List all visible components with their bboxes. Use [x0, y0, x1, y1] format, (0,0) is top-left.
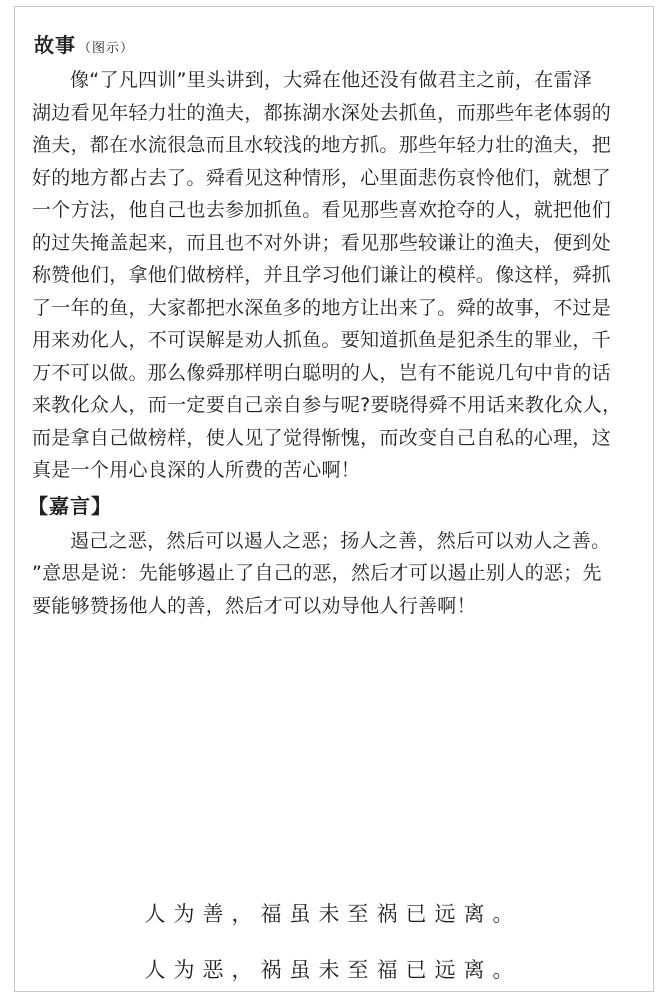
story-line: 像“了凡四训”里头讲到，大舜在他还没有做君主之前，在雷泽	[70, 69, 593, 91]
story-heading	[34, 30, 644, 64]
story-heading-title: 故事	[34, 33, 76, 57]
maxims-footer	[0, 886, 666, 998]
page-content	[28, 30, 644, 622]
story-line: 了一年的鱼，大家都把水深鱼多的地方让出来了。舜的故事，不过是	[32, 296, 612, 319]
story-line: 湖边看见年轻力壮的渔夫，都拣湖水深处去抓鱼，而那些年老体弱的	[32, 101, 612, 124]
story-line: 称赞他们，拿他们做榜样，并且学习他们谦让的模样。像这样，舜抓	[32, 264, 612, 286]
story-line: 渔夫，都在水流很急而且水较浅的地方抓。那些年轻力壮的渔夫，把	[32, 134, 612, 156]
maxim-good: 人为善，福虽未至祸已远离。	[144, 902, 522, 926]
saying-line: ”意思是说：先能够遏止了自己的恶，然后才可以遏止别人的恶；先	[32, 562, 602, 584]
story-line: 一个方法，他自己也去参加抓鱼。看见那些喜欢抢夺的人，就把他们	[32, 199, 612, 221]
story-line: 而是拿自己做榜样，使人见了觉得惭愧，而改变自己自私的心理，这	[32, 426, 612, 449]
story-heading-note: （图示）	[78, 41, 135, 56]
story-line: 万不可以做。那么像舜那样明白聪明的人，岂有不能说几句中肯的话	[32, 361, 612, 384]
story-line: 来教化众人，而一定要自己亲自参与呢?要晓得舜不用话来教化众人，	[32, 394, 622, 416]
story-line: 的过失掩盖起来，而且也不对外讲；看见那些较谦让的渔夫，便到处	[32, 231, 612, 254]
saying-heading: 【嘉言】	[28, 493, 112, 518]
story-line: 用来劝化人，不可误解是劝人抓鱼。要知道抓鱼是犯杀生的罪业，千	[32, 329, 612, 351]
saying-paragraph	[32, 525, 644, 623]
saying-line: 遏己之恶，然后可以遏人之恶；扬人之善，然后可以劝人之善。	[70, 529, 611, 552]
story-line: 真是一个用心良深的人所费的苦心啊！	[32, 459, 361, 481]
saying-line: 要能够赞扬他人的善，然后才可以劝导他人行善啊！	[32, 594, 476, 617]
story-line: 好的地方都占去了。舜看见这种情形，心里面悲伤哀怜他们，就想了	[32, 166, 612, 189]
maxim-evil: 人为恶，祸虽未至福已远离。	[144, 958, 522, 982]
story-paragraph	[32, 64, 644, 487]
